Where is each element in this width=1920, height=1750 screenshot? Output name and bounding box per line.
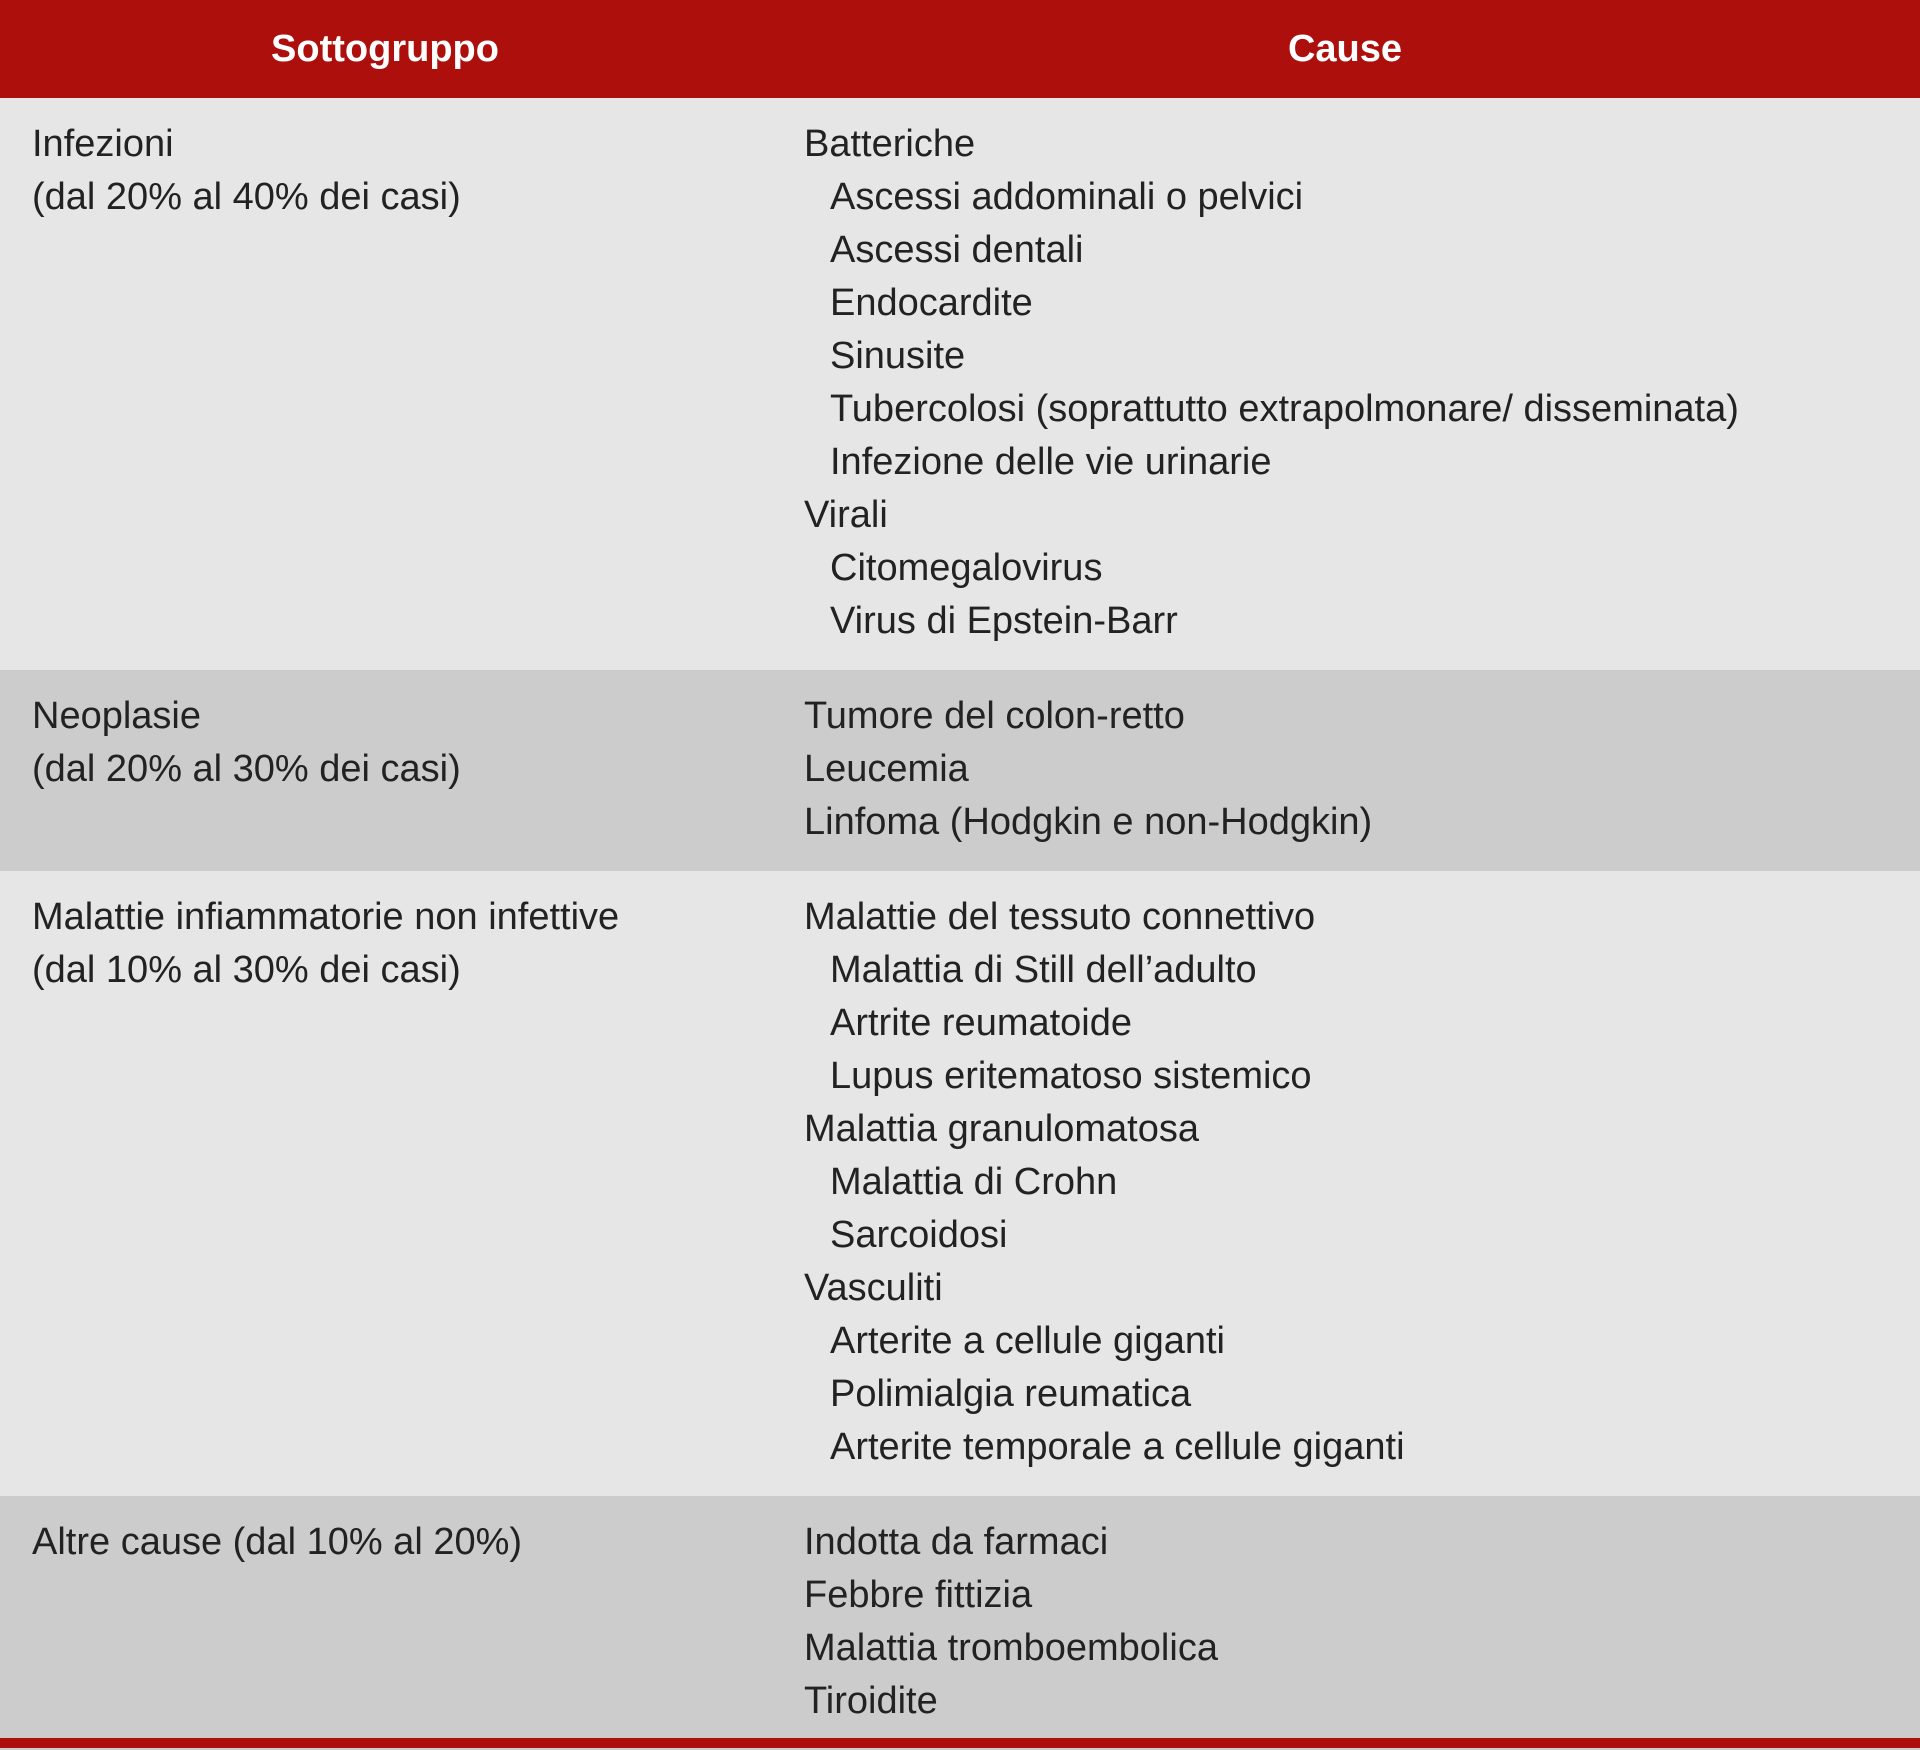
cause-item: Batteriche [804,118,1920,171]
cause-item: Malattia tromboembolica [804,1622,1920,1675]
cause-item: Febbre fittizia [804,1569,1920,1622]
header-sottogruppo: Sottogruppo [0,2,770,98]
cause-subitem: Sarcoidosi [804,1209,1920,1262]
subgroup-cell [0,1496,770,1750]
cause-subitem: Ascessi addominali o pelvici [804,171,1920,224]
table-header [0,0,1920,98]
cause-subitem: Malattia di Crohn [804,1156,1920,1209]
cause-subitem: Arterite temporale a cellule giganti [804,1421,1920,1474]
table-body [0,98,1920,1750]
causes-cell [770,98,1920,670]
subgroup-text: (dal 20% al 40% dei casi) [32,171,754,224]
cause-subitem: Endocardite [804,277,1920,330]
cause-subitem: Citomegalovirus [804,542,1920,595]
cause-item: Leucemia [804,743,1920,796]
table-row [0,1496,1920,1750]
cause-subitem: Virus di Epstein-Barr [804,595,1920,648]
cause-subitem: Ascessi dentali [804,224,1920,277]
table-row [0,670,1920,871]
cause-item: Vasculiti [804,1262,1920,1315]
subgroup-text: (dal 10% al 30% dei casi) [32,944,754,997]
table-row [0,871,1920,1496]
causes-cell [770,871,1920,1496]
cause-subitem: Infezione delle vie urinarie [804,436,1920,489]
cause-item: Malattie del tessuto connettivo [804,891,1920,944]
cause-item: Tiroidite [804,1675,1920,1728]
table-row [0,98,1920,670]
subgroup-text: Malattie infiammatorie non infettive [32,891,754,944]
cause-item: Linfoma (Hodgkin e non-Hodgkin) [804,796,1920,849]
cause-subitem: Malattia di Still dell’adulto [804,944,1920,997]
subgroup-text: Neoplasie [32,690,754,743]
subgroup-cell [0,670,770,871]
cause-subitem: Arterite a cellule giganti [804,1315,1920,1368]
cause-item: Virali [804,489,1920,542]
subgroup-text: Infezioni [32,118,754,171]
subgroup-cell [0,871,770,1496]
cause-item: Tumore del colon-retto [804,690,1920,743]
cause-subitem: Polimialgia reumatica [804,1368,1920,1421]
causes-cell [770,670,1920,871]
cause-subitem: Tubercolosi (soprattutto extrapolmonare/ disseminata) [804,383,1920,436]
subgroup-text: (dal 20% al 30% dei casi) [32,743,754,796]
bottom-rule [0,1738,1920,1748]
subgroup-text: Altre cause (dal 10% al 20%) [32,1516,754,1569]
cause-item: Indotta da farmaci [804,1516,1920,1569]
causes-cell [770,1496,1920,1750]
cause-subitem: Artrite reumatoide [804,997,1920,1050]
subgroup-cell [0,98,770,670]
cause-subitem: Lupus eritematoso sistemico [804,1050,1920,1103]
cause-subitem: Sinusite [804,330,1920,383]
cause-item: Malattia granulomatosa [804,1103,1920,1156]
header-cause: Cause [770,2,1920,98]
